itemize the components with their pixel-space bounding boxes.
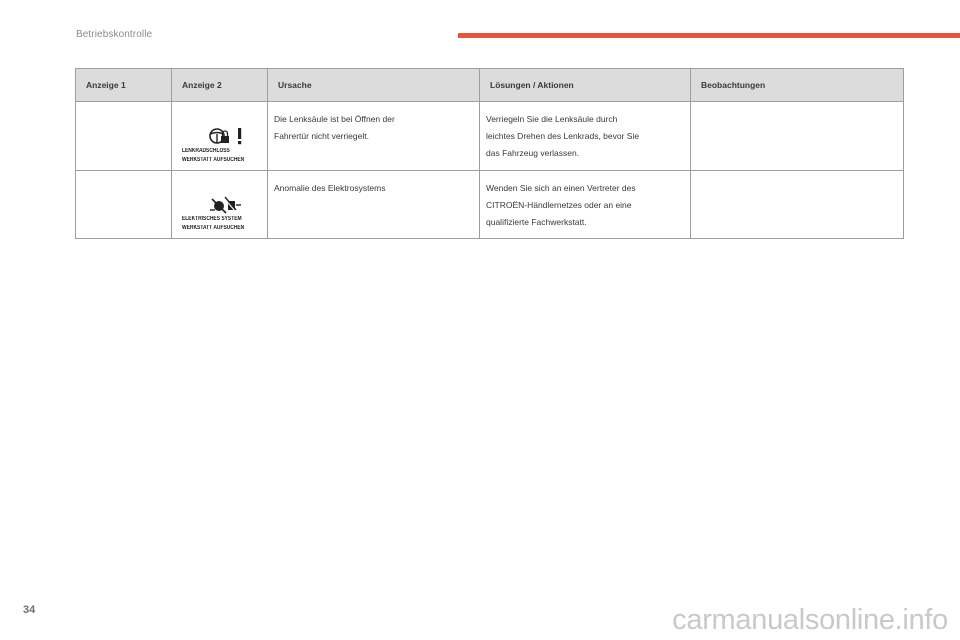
solution-line: CITROËN-Händlernetzes oder an eine xyxy=(486,200,632,210)
solution-cell xyxy=(480,171,691,239)
column-header: Ursache xyxy=(268,69,480,102)
solution-line: Wenden Sie sich an einen Vertreter des xyxy=(486,183,636,193)
table-header-row xyxy=(76,69,904,102)
cause-line: Anomalie des Elektrosystems xyxy=(274,183,386,193)
warning-caption-line: ELEKTRISCHES SYSTEM xyxy=(181,216,242,222)
warning-table xyxy=(75,68,904,239)
column-header: Beobachtungen xyxy=(691,69,904,102)
table-row xyxy=(76,102,904,171)
solution-line: qualifizierte Fachwerkstatt. xyxy=(486,217,587,227)
column-header: Anzeige 1 xyxy=(76,69,172,102)
watermark: carmanualsonline.info xyxy=(672,604,948,636)
electrical-system-fault-icon xyxy=(208,194,254,214)
observations-cell xyxy=(691,171,904,239)
column-header: Anzeige 2 xyxy=(172,69,268,102)
steering-lock-warning xyxy=(182,126,258,164)
column-header: Lösungen / Aktionen xyxy=(480,69,691,102)
table-row xyxy=(76,171,904,239)
steering-lock-warning-icon xyxy=(208,126,254,146)
warning-caption-line: WERKSTATT AUFSUCHEN xyxy=(181,157,244,163)
solution-line: Verriegeln Sie die Lenksäule durch xyxy=(486,114,618,124)
solution-cell xyxy=(480,102,691,171)
solution-line: das Fahrzeug verlassen. xyxy=(486,148,580,158)
page-number: 34 xyxy=(23,604,36,616)
solution-line: leichtes Drehen des Lenkrads, bevor Sie xyxy=(486,131,640,141)
electrical-system-warning xyxy=(182,194,258,232)
section-title: Betriebskontrolle xyxy=(76,29,153,40)
warning-caption-line: LENKRADSCHLOSS xyxy=(181,148,230,154)
indicator1-cell xyxy=(76,102,172,171)
header-accent-bar xyxy=(458,33,960,38)
indicator2-cell xyxy=(172,171,268,239)
indicator1-cell xyxy=(76,171,172,239)
cause-cell xyxy=(268,102,480,171)
cause-cell xyxy=(268,171,480,239)
observations-cell xyxy=(691,102,904,171)
indicator2-cell xyxy=(172,102,268,171)
cause-line: Die Lenksäule ist bei Öffnen der xyxy=(274,114,395,124)
cause-line: Fahrertür nicht verriegelt. xyxy=(274,131,369,141)
warning-caption-line: WERKSTATT AUFSUCHEN xyxy=(181,225,244,231)
